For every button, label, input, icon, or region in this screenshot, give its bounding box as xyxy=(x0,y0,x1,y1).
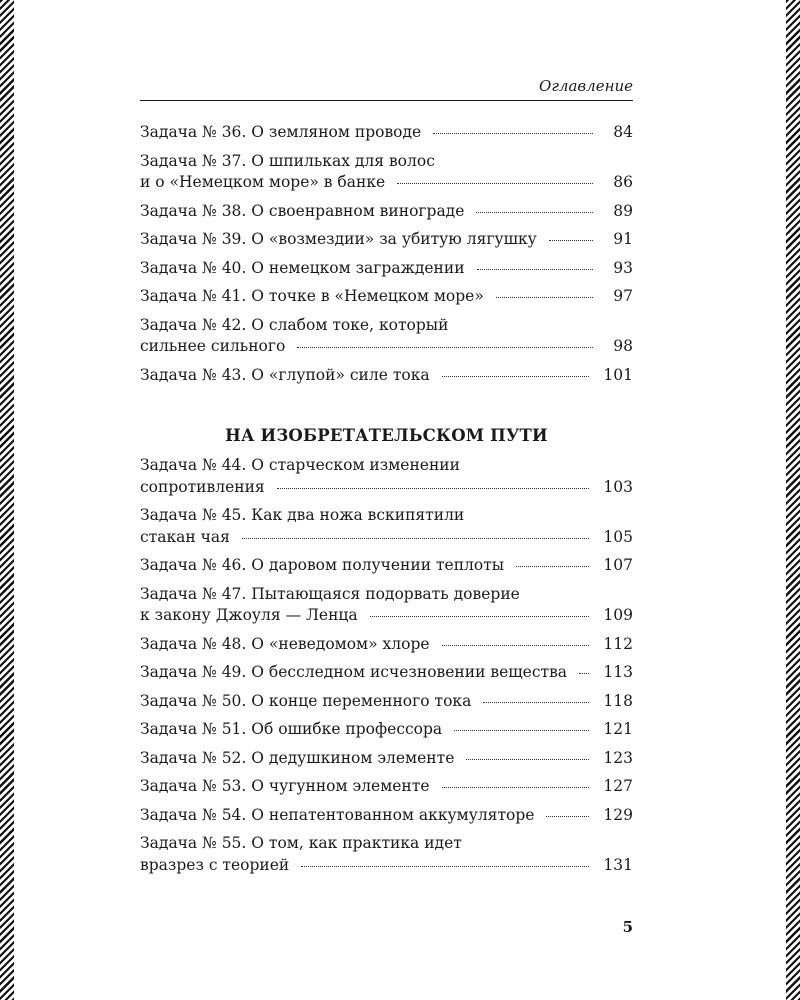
toc-page-number: 91 xyxy=(613,230,633,248)
toc-entry-line xyxy=(140,527,633,549)
right-border-decoration xyxy=(786,0,800,1000)
toc-entry-line xyxy=(140,855,633,877)
toc-entry xyxy=(140,634,633,656)
toc-page-number: 131 xyxy=(603,855,633,874)
toc-entry-title: сопротивления xyxy=(140,477,265,496)
toc-entry-line xyxy=(140,122,633,144)
toc-page-number: 123 xyxy=(603,748,633,767)
dot-leader xyxy=(496,297,593,298)
toc-section-2 xyxy=(140,426,633,883)
header-rule xyxy=(140,100,633,101)
dot-leader xyxy=(370,616,590,617)
toc-entry-line xyxy=(140,748,633,770)
toc-entry xyxy=(140,258,633,280)
toc-entry xyxy=(140,151,633,194)
toc-entry xyxy=(140,833,633,876)
dot-leader xyxy=(242,538,589,539)
toc-entry-title: Задача № 43. О «глупой» силе тока xyxy=(140,365,430,384)
toc-entry-line xyxy=(140,229,633,251)
toc-page-number: 127 xyxy=(603,777,633,795)
toc-page-number: 86 xyxy=(613,173,633,191)
toc-entry-line xyxy=(140,286,633,308)
toc-entry-line xyxy=(140,505,633,527)
toc-entry xyxy=(140,201,633,223)
toc-page-number: 121 xyxy=(603,720,633,738)
toc-entry-title: Задача № 46. О даровом получении теплоты xyxy=(140,556,505,574)
toc-entry xyxy=(140,748,633,770)
dot-leader xyxy=(277,488,590,489)
dot-leader xyxy=(549,240,593,241)
toc-entry-title: вразрез с теорией xyxy=(140,855,290,874)
toc-entry-line xyxy=(140,365,633,387)
toc-entry xyxy=(140,455,633,498)
toc-entry xyxy=(140,691,633,713)
toc-page-number: 109 xyxy=(603,606,633,624)
left-border-decoration xyxy=(0,0,14,1000)
toc-entry-line xyxy=(140,201,633,223)
toc-entry-line xyxy=(140,315,633,337)
toc-page-number: 107 xyxy=(603,556,633,574)
dot-leader xyxy=(397,183,593,184)
toc-entry-line xyxy=(140,258,633,280)
toc-entry-title: Задача № 52. О дедушкином элементе xyxy=(140,748,455,767)
toc-entry-title: Задача № 55. О том, как практика идет xyxy=(140,834,462,852)
toc-entry-title: Задача № 54. О непатентованном аккумуляторе xyxy=(140,805,535,824)
dot-leader xyxy=(454,730,589,731)
toc-entry xyxy=(140,776,633,798)
toc-entry-line xyxy=(140,555,633,577)
dot-leader xyxy=(301,866,589,867)
toc-page-number: 129 xyxy=(603,805,633,824)
toc-entry-title: Задача № 42. О слабом токе, который xyxy=(140,315,449,334)
toc-entry xyxy=(140,662,633,684)
running-head: Оглавление xyxy=(539,77,633,95)
toc-entry-title: Задача № 49. О бесследном исчезновении вещества xyxy=(140,663,568,681)
toc-entry-title: сильнее сильного xyxy=(140,337,286,355)
toc-page-number: 103 xyxy=(603,477,633,496)
toc-group-2 xyxy=(140,455,633,876)
dot-leader xyxy=(442,645,590,646)
toc-entry-line xyxy=(140,805,633,827)
toc-entry-title: Задача № 47. Пытающаяся подорвать доверие xyxy=(140,584,520,603)
toc-entry-line xyxy=(140,336,633,358)
toc-entry-line xyxy=(140,634,633,656)
toc-page-number: 84 xyxy=(613,123,633,141)
toc-page-number: 97 xyxy=(613,287,633,305)
toc-entry-title: Задача № 40. О немецком заграждении xyxy=(140,258,465,277)
toc-entry-title: Задача № 36. О земляном проводе xyxy=(140,123,422,141)
toc-entry-line xyxy=(140,455,633,477)
toc-entry xyxy=(140,505,633,548)
toc-entry-title: стакан чая xyxy=(140,527,230,546)
toc-page-number: 113 xyxy=(603,663,633,681)
page-number: 5 xyxy=(622,918,633,936)
toc-entry xyxy=(140,315,633,358)
toc-entry-title: Задача № 51. Об ошибке профессора xyxy=(140,720,443,738)
toc-entry xyxy=(140,555,633,577)
toc-page-number: 98 xyxy=(613,337,633,355)
toc-entry xyxy=(140,719,633,741)
book-page xyxy=(140,0,633,1000)
toc-entry-title: Задача № 53. О чугунном элементе xyxy=(140,777,430,795)
toc-entry-line xyxy=(140,833,633,855)
toc-entry-title: Задача № 44. О старческом изменении xyxy=(140,456,460,474)
toc-entry-title: Задача № 37. О шпильках для волос xyxy=(140,151,435,170)
toc-entry xyxy=(140,229,633,251)
toc-entry-title: Задача № 48. О «неведомом» хлоре xyxy=(140,634,430,653)
section-title: НА ИЗОБРЕТАТЕЛЬСКОМ ПУТИ xyxy=(225,426,548,445)
toc-entry-title: и о «Немецком море» в банке xyxy=(140,173,386,191)
toc-entry xyxy=(140,584,633,627)
toc-entry xyxy=(140,286,633,308)
dot-leader xyxy=(546,816,589,817)
toc-entry-title: Задача № 38. О своенравном винограде xyxy=(140,201,465,220)
dot-leader xyxy=(297,347,593,348)
toc-entry-line xyxy=(140,662,633,684)
toc-entry-line xyxy=(140,172,633,194)
toc-page-number: 89 xyxy=(613,201,633,220)
toc-entry-title: Задача № 39. О «возмездии» за убитую лягушку xyxy=(140,230,537,248)
toc-entry-line xyxy=(140,584,633,606)
toc-page-number: 105 xyxy=(603,527,633,546)
toc-entry xyxy=(140,805,633,827)
toc-entry-line xyxy=(140,691,633,713)
dot-leader xyxy=(476,212,593,213)
dot-leader xyxy=(483,702,589,703)
dot-leader xyxy=(442,787,590,788)
dot-leader xyxy=(442,376,590,377)
toc-entry-title: к закону Джоуля — Ленца xyxy=(140,606,358,624)
dot-leader xyxy=(516,566,589,567)
toc-entry-title: Задача № 45. Как два ножа вскипятили xyxy=(140,506,465,524)
toc-entry-line xyxy=(140,719,633,741)
toc-entry-line xyxy=(140,151,633,173)
dot-leader xyxy=(477,269,593,270)
toc-group-1 xyxy=(140,122,633,393)
toc-page-number: 118 xyxy=(603,691,633,710)
toc-entry-line xyxy=(140,477,633,499)
dot-leader xyxy=(579,673,589,674)
toc-entry xyxy=(140,122,633,144)
toc-page-number: 93 xyxy=(613,258,633,277)
toc-entry-line xyxy=(140,605,633,627)
toc-entry xyxy=(140,365,633,387)
toc-page-number: 112 xyxy=(603,634,633,653)
toc-entry-line xyxy=(140,776,633,798)
toc-entry-title: Задача № 50. О конце переменного тока xyxy=(140,691,472,710)
dot-leader xyxy=(466,759,589,760)
dot-leader xyxy=(433,133,593,134)
toc-entry-title: Задача № 41. О точке в «Немецком море» xyxy=(140,287,484,305)
toc-page-number: 101 xyxy=(603,365,633,384)
